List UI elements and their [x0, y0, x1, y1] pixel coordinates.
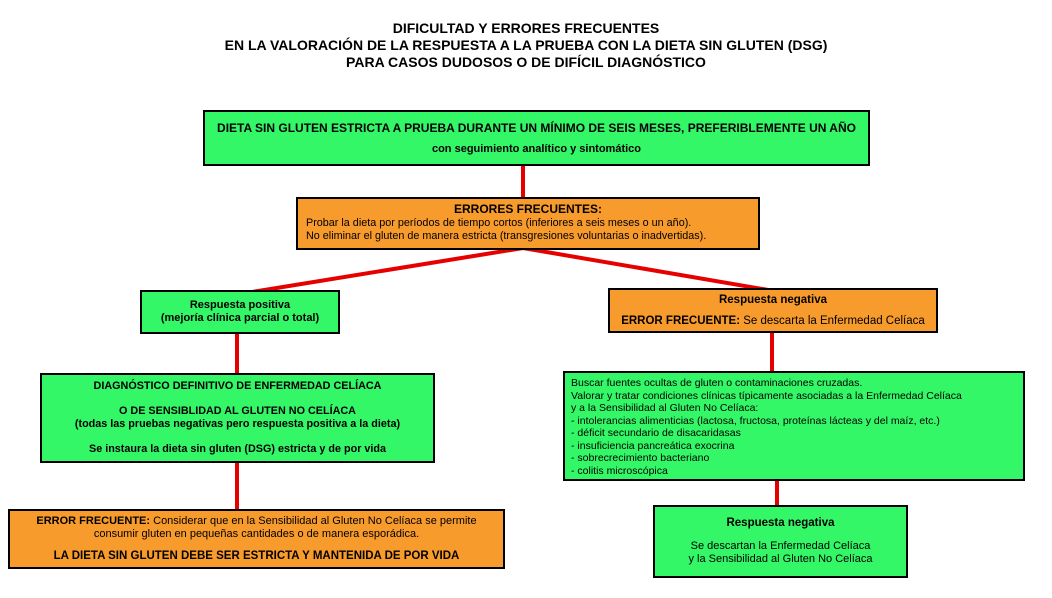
title-line-1: DIFICULTAD Y ERRORES FRECUENTES	[392, 20, 660, 36]
negative-response-error-line	[616, 315, 930, 327]
final-negative-line-1: Se descartan la Enfermedad Celíaca	[690, 540, 871, 552]
title-line-3: PARA CASOS DUDOSOS O DE DIFÍCIL DIAGNÓSTICO	[346, 54, 706, 70]
error-label: ERROR FRECUENTE:	[36, 515, 151, 527]
diagnosis-line-1: DIAGNÓSTICO DEFINITIVO DE ENFERMEDAD CELÍACA	[93, 380, 382, 392]
final-negative-line-2: y la Sensibilidad al Gluten No Celíaca	[688, 553, 873, 565]
box-negative-response-final	[653, 505, 908, 578]
final-negative-body	[661, 540, 900, 566]
error-body: Considerar que en la Sensibilidad al Gluten No Celíaca se permite consumir gluten en pequeñas cantidades o de manera esporádica.	[93, 515, 477, 540]
hidden-sources-item-2: - déficit secundario de disacaridasas	[571, 427, 741, 439]
box-negative-response-error	[608, 288, 938, 333]
box-gluten-free-trial	[203, 110, 870, 166]
positive-response-line-2: (mejoría clínica parcial o total)	[160, 312, 320, 324]
error-text: Se descarta la Enfermedad Celíaca	[743, 315, 925, 327]
title-line-2: EN LA VALORACIÓN DE LA RESPUESTA A LA PRUEBA CON LA DIETA SIN GLUTEN (DSG)	[224, 37, 828, 53]
diagnosis-line-3: (todas las pruebas negativas pero respuesta positiva a la dieta)	[74, 418, 401, 430]
box-definitive-diagnosis	[40, 373, 435, 463]
hidden-sources-item-5: - colitis microscópica	[571, 464, 668, 477]
frequent-errors-line-1: Probar la dieta por períodos de tiempo cortos (inferiores a seis meses o un año).	[306, 217, 692, 229]
page-title	[0, 20, 1052, 71]
box-hidden-gluten-sources	[563, 371, 1025, 481]
connector-errors-to-negative	[523, 248, 774, 291]
error-label: ERROR FRECUENTE:	[621, 315, 741, 327]
diagnosis-line-2: O DE SENSIBLIDAD AL GLUTEN NO CELÍACA	[119, 405, 356, 417]
connector-errors-to-positive	[246, 248, 523, 293]
negative-response-heading: Respuesta negativa	[718, 294, 827, 306]
trial-sub-text: con seguimiento analítico y sintomático	[431, 142, 642, 155]
hidden-sources-item-4: - sobrecrecimiento bacteriano	[571, 452, 710, 464]
hidden-sources-line-1: Buscar fuentes ocultas de gluten o contaminaciones cruzadas.	[571, 377, 863, 389]
hidden-sources-line-2: Valorar y tratar condiciones clínicas típicamente asociadas a la Enfermedad Celíaca	[571, 389, 962, 402]
positive-response-line-1: Respuesta positiva	[189, 299, 291, 311]
diagnosis-line-4: Se instaura la dieta sin gluten (DSG) estricta y de por vida	[89, 443, 386, 455]
strict-diet-error-text	[20, 515, 493, 541]
box-positive-response	[140, 290, 340, 334]
hidden-sources-item-3: - insuficiencia pancreática exocrina	[571, 439, 735, 452]
frequent-errors-line-2: No eliminar el gluten de manera estricta (transgresiones voluntarias o inadvertidas).	[306, 230, 707, 242]
box-strict-diet-error	[8, 509, 505, 569]
trial-main-text: DIETA SIN GLUTEN ESTRICTA A PRUEBA DURANTE UN MÍNIMO DE SEIS MESES, PREFERIBLEMENTE UN AÑO	[217, 121, 856, 136]
hidden-sources-line-3: y a la Sensibilidad al Gluten No Celíaca:	[571, 402, 759, 414]
box-frequent-errors	[296, 197, 760, 250]
final-negative-heading: Respuesta negativa	[726, 517, 835, 529]
hidden-sources-item-1: - intolerancias alimenticias (lactosa, fructosa, proteínas lácteas y del maíz, etc.)	[571, 414, 940, 427]
frequent-errors-heading: ERRORES FRECUENTES:	[453, 202, 602, 216]
strict-diet-emphasis: LA DIETA SIN GLUTEN DEBE SER ESTRICTA Y MANTENIDA DE POR VIDA	[53, 550, 460, 562]
